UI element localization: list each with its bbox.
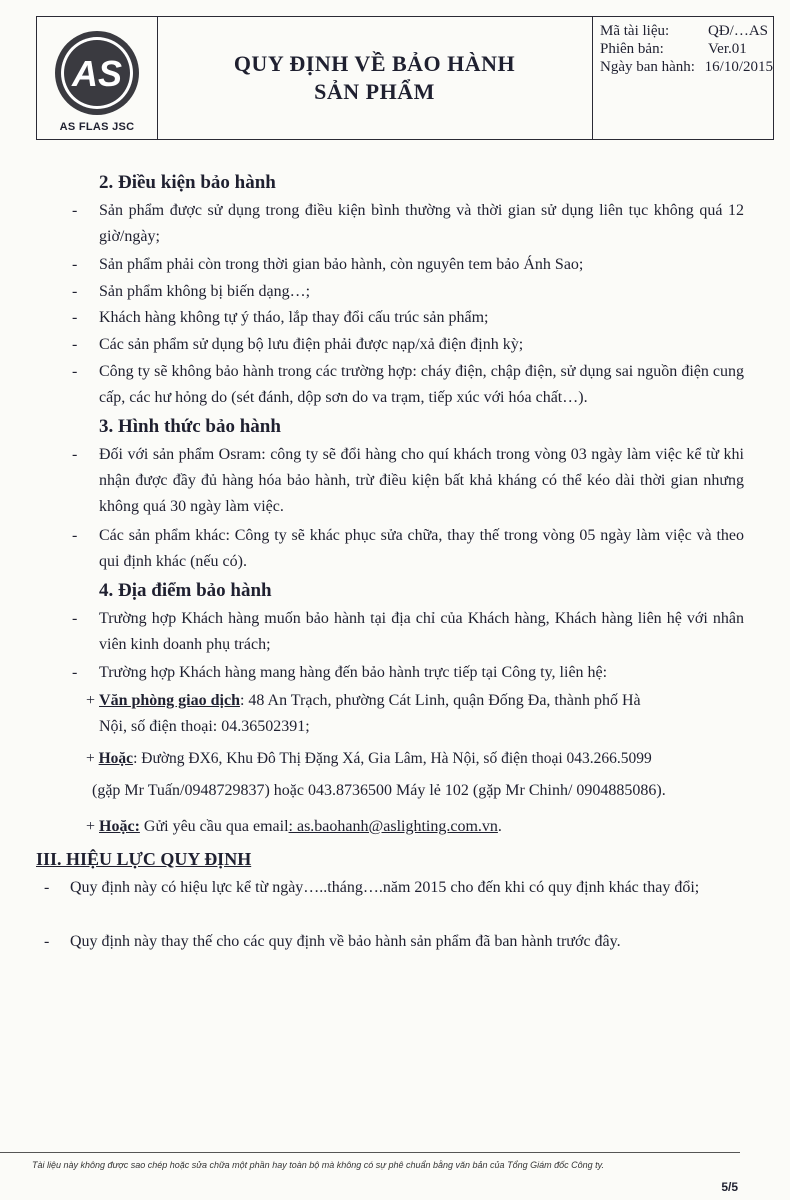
office-address: + Văn phòng giao dịch: 48 An Trạch, phường Cát Linh, quận Đống Đa, thành phố Hà <box>86 692 641 709</box>
list-item: Sản phẩm không bị biến dạng…; <box>99 283 311 300</box>
doc-title-line2: SẢN PHẨM <box>314 79 435 104</box>
document-header <box>36 16 774 140</box>
logo-cell <box>37 17 158 139</box>
email-contact: + Hoặc: Gửi yêu cầu qua email: as.baohanh@aslighting.com.vn. <box>86 818 502 835</box>
footer-note: Tài liệu này không được sao chép hoặc sửa chữa một phần hay toàn bộ mà không có sự phê chuẩn bằng văn bản của Tổng Giám đốc Công ty. <box>32 1160 604 1170</box>
logo-text: AS FLAS JSC <box>59 121 135 133</box>
list-item: Các sản phẩm khác: Công ty sẽ khác phục sửa chữa, thay thế trong vòng 05 ngày làm việc và theo qui định khác (nếu có). <box>99 527 744 570</box>
page-number: 5/5 <box>721 1180 738 1194</box>
meta-row: Ngày ban hành: 16/10/2015 <box>600 59 773 75</box>
email-link[interactable]: : as.baohanh@aslighting.com.vn <box>288 818 498 835</box>
list-item: Trường hợp Khách hàng muốn bảo hành tại địa chỉ của Khách hàng, Khách hàng liên hệ với nhân viên kinh doanh phụ trách; <box>99 610 744 653</box>
footer-divider <box>0 1152 740 1153</box>
doc-title-line1: QUY ĐỊNH VỀ BẢO HÀNH <box>233 51 516 76</box>
section-heading: 3. Hình thức bảo hành <box>99 416 281 437</box>
list-item: Quy định này thay thế cho các quy định về bảo hành sản phẩm đã ban hành trước đây. <box>70 933 621 950</box>
list-item: Sản phẩm được sử dụng trong điều kiện bình thường và thời gian sử dụng liên tục không quá 12 giờ/ngày; <box>99 202 744 245</box>
meta-row: Phiên bản: Ver.01 <box>600 41 747 57</box>
list-item: Công ty sẽ không bảo hành trong các trường hợp: cháy điện, chập điện, sử dụng sai nguồn điện cung cấp, các hư hỏng do (sét đánh, dộp sơn do va trạm, tiếp xúc với hóa chất…). <box>99 363 744 406</box>
meta-row: Mã tài liệu: QĐ/…AS <box>600 23 769 39</box>
list-item: Sản phẩm phải còn trong thời gian bảo hành, còn nguyên tem bảo Ánh Sao; <box>99 256 584 273</box>
svg-text:AS: AS <box>71 53 123 94</box>
list-item: Đối với sản phẩm Osram: công ty sẽ đổi hàng cho quí khách trong vòng 03 ngày làm việc kể từ khi nhận được đầy đủ hàng hóa bảo hành, trừ điều kiện bất khả kháng có thể kéo dài thời gian nhưng không quá 30 ngày làm việc. <box>99 446 744 515</box>
section-heading: 2. Điều kiện bảo hành <box>99 172 276 193</box>
section-heading: 4. Địa điểm bảo hành <box>99 580 272 601</box>
title-cell <box>157 17 593 139</box>
list-item: Quy định này có hiệu lực kể từ ngày…..tháng….năm 2015 cho đến khi có quy định khác thay đổi; <box>70 879 700 896</box>
office-phone: Nội, số điện thoại: 04.36502391; <box>99 718 310 735</box>
list-item: Khách hàng không tự ý tháo, lắp thay đổi cấu trúc sản phẩm; <box>99 309 489 326</box>
company-logo-icon <box>49 29 145 121</box>
section-heading: III. HIỆU LỰC QUY ĐỊNH <box>36 849 252 869</box>
list-item: Trường hợp Khách hàng mang hàng đến bảo hành trực tiếp tại Công ty, liên hệ: <box>99 664 608 681</box>
meta-cell <box>592 17 773 139</box>
list-item: Các sản phẩm sử dụng bộ lưu điện phải được nạp/xả điện định kỳ; <box>99 336 524 353</box>
alt-address: + Hoặc: Đường ĐX6, Khu Đô Thị Đặng Xá, Gia Lâm, Hà Nội, số điện thoại 043.266.5099 <box>86 750 652 767</box>
alt-contact: (gặp Mr Tuấn/0948729837) hoặc 043.8736500 Máy lẻ 102 (gặp Mr Chinh/ 0904885086). <box>92 782 666 799</box>
